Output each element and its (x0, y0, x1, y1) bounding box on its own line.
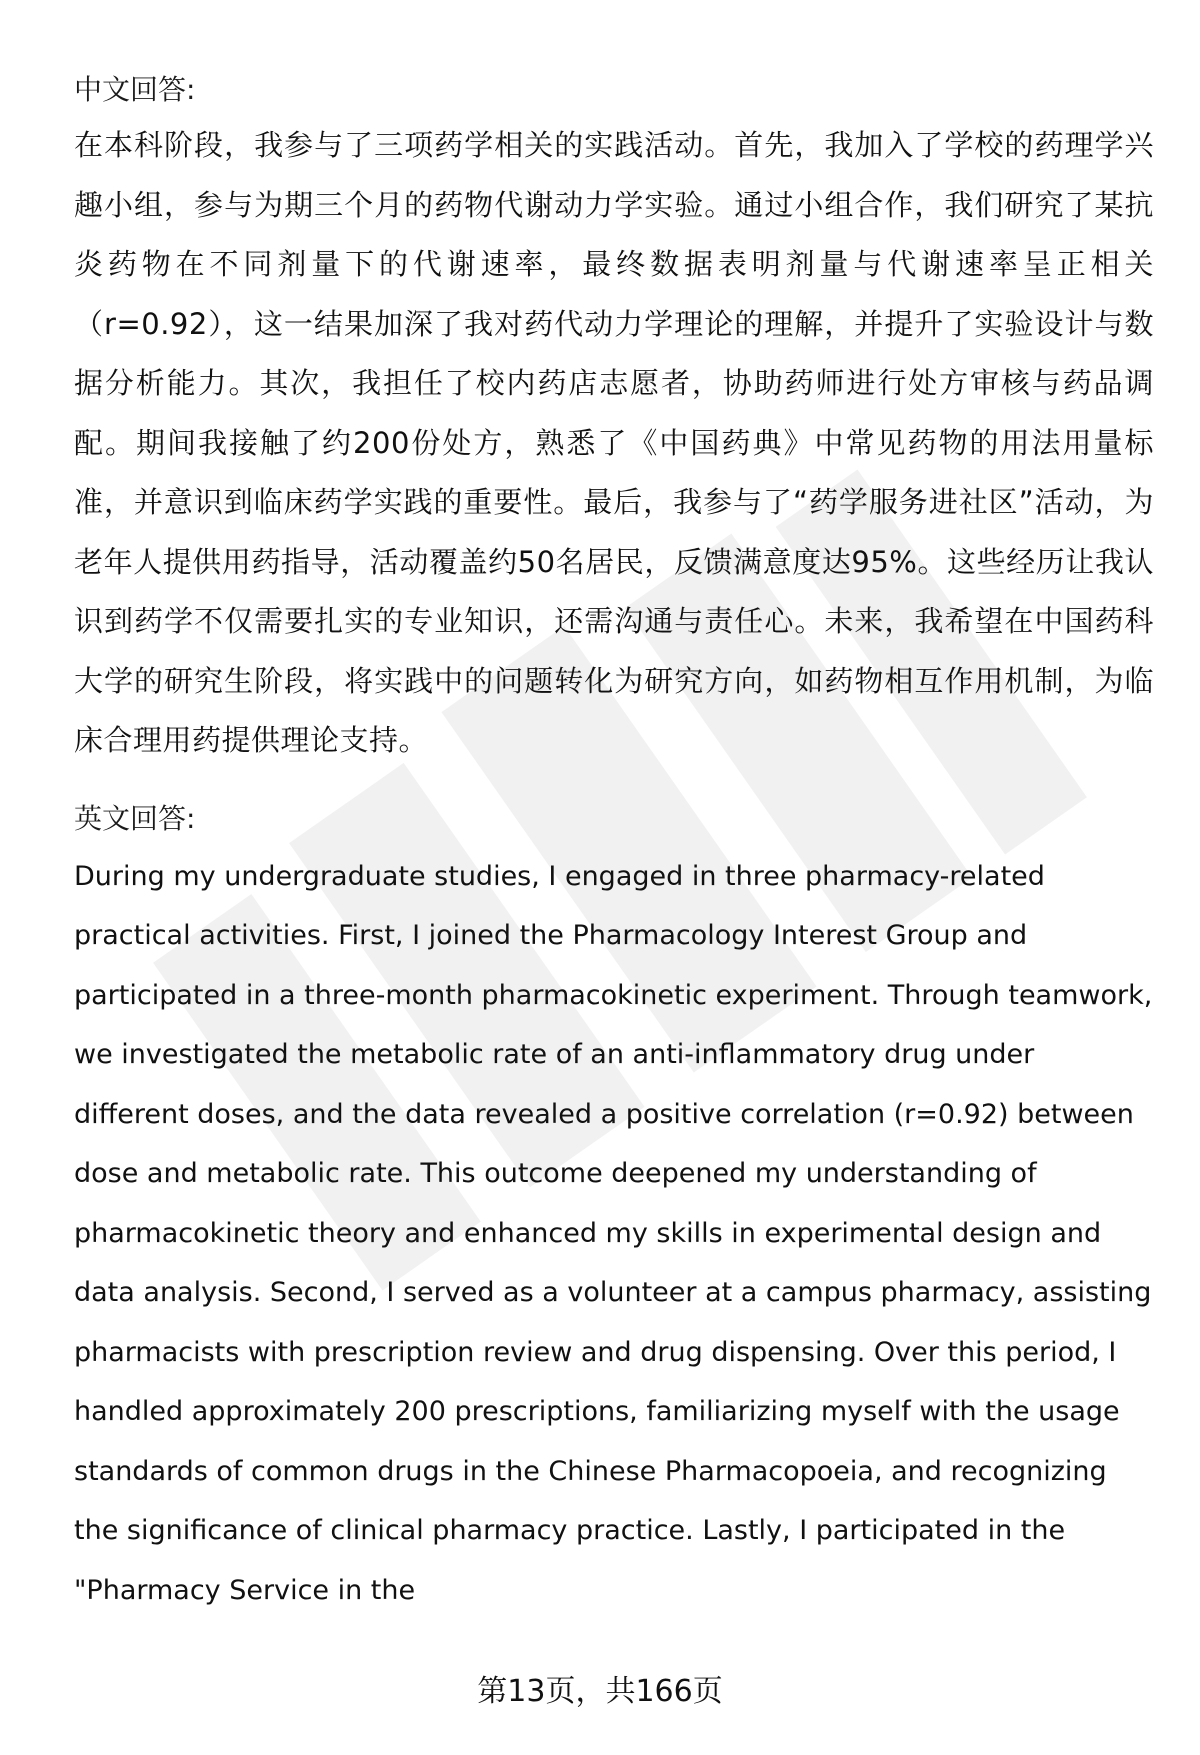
english-answer-label: 英文回答: (74, 801, 196, 835)
page-number-footer: 第13页，共166页 (477, 1674, 723, 1709)
english-answer-text: During my undergraduate studies, I engaged in three pharmacy-related practical activities. First, I joined the Pharmacology Interest Group and participated in a three-month pharmacokinetic experiment. Through teamwork, we investigated the metabolic rate of an anti-inflammatory drug under different doses, and the data revealed a positive correlation (r=0.92) between dose and metabolic rate. This outcome deepened my understanding of pharmacokinetic theory and enhanced my skills in experimental design and data analysis. Second, I served as a volunteer at a campus pharmacy, assisting pharmacists with prescription review and drug dispensing. Over this period, I handled approximately 200 prescriptions, familiarizing myself with the usage standards of common drugs in the Chinese Pharmacopoeia, and recognizing the significance of clinical pharmacy practice. Lastly, I participated in the "Pharmacy Service in the (74, 860, 1153, 1606)
chinese-answer-text: 在本科阶段，我参与了三项药学相关的实践活动。首先，我加入了学校的药理学兴趣小组，参与为期三个月的药物代谢动力学实验。通过小组合作，我们研究了某抗炎药物在不同剂量下的代谢速率，最终数据表明剂量与代谢速率呈正相关（r=0.92），这一结果加深了我对药代动力学理论的理解，并提升了实验设计与数据分析能力。其次，我担任了校内药店志愿者，协助药师进行处方审核与药品调配。期间我接触了约200份处方，熟悉了《中国药典》中常见药物的用法用量标准，并意识到临床药学实践的重要性。最后，我参与了“药学服务进社区”活动，为老年人提供用药指导，活动覆盖约50名居民，反馈满意度达95%。这些经历让我认识到药学不仅需要扎实的专业知识，还需沟通与责任心。未来，我希望在中国药科大学的研究生阶段，将实践中的问题转化为研究方向，如药物相互作用机制，为临床合理用药提供理论支持。 (74, 128, 1154, 757)
chinese-answer-label: 中文回答: (74, 73, 196, 106)
document-content (74, 64, 1154, 1620)
